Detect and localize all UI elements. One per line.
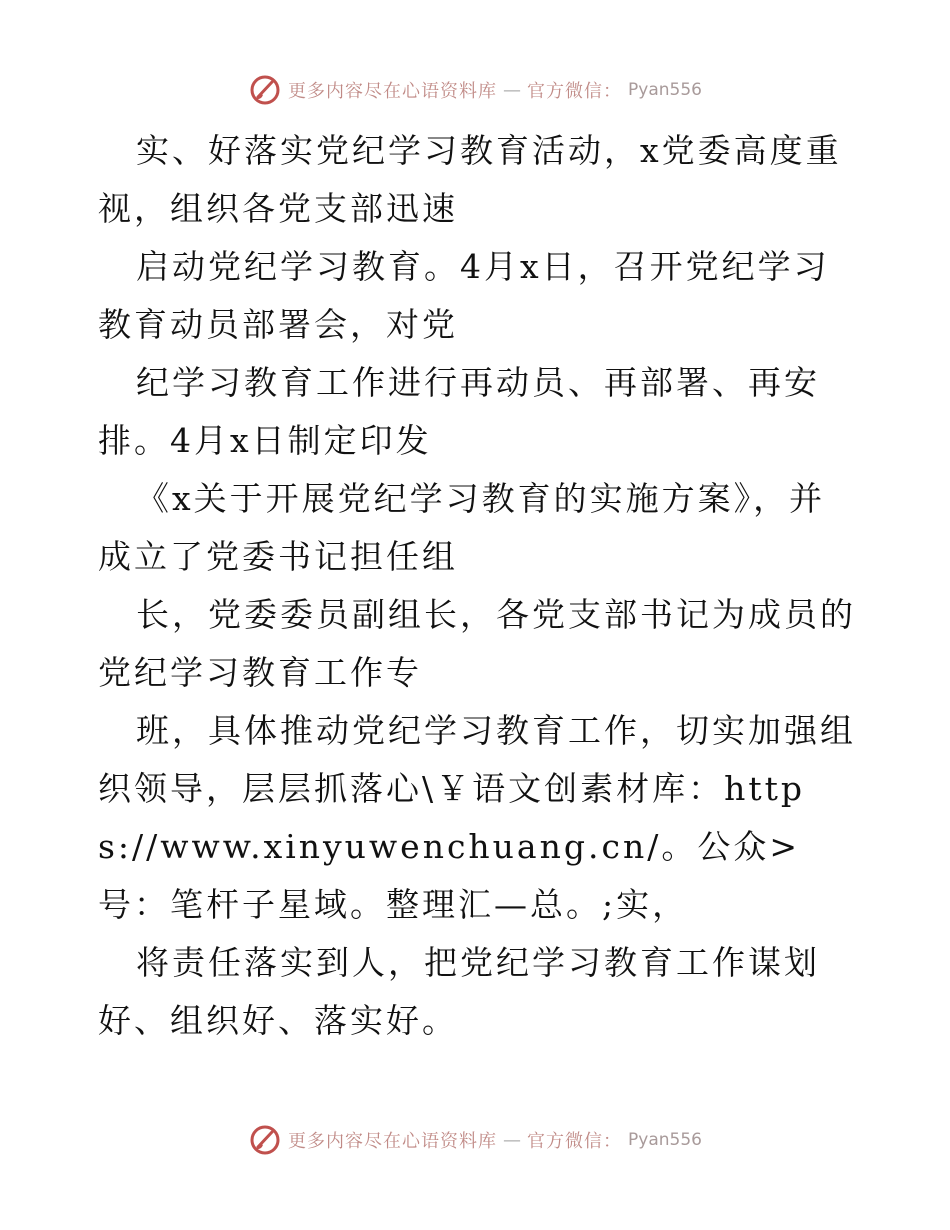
paragraph: 实、好落实党纪学习教育活动，x党委高度重视，组织各党支部迅速 bbox=[98, 131, 842, 228]
watermark-wechat-label: 官方微信： bbox=[527, 81, 623, 102]
watermark-separator: — bbox=[503, 79, 522, 101]
paragraph: 《x关于开展党纪学习教育的实施方案》，并成立了党委书记担任组 bbox=[98, 479, 826, 576]
paragraph: 长，党委委员副组长，各党支部书记为成员的党纪学习教育工作专 bbox=[98, 595, 856, 692]
paragraph: 纪学习教育工作进行再动员、再部署、再安排。4月x日制定印发 bbox=[98, 363, 820, 460]
watermark-wechat-id: Pyan556 bbox=[628, 1130, 702, 1150]
footer-watermark bbox=[0, 1120, 950, 1160]
paragraph: 启动党纪学习教育。4月x日，召开党纪学习教育动员部署会，对党 bbox=[98, 247, 830, 344]
watermark-brand-text: 更多内容尽在心语资料库 bbox=[288, 81, 498, 102]
watermark-brand-text: 更多内容尽在心语资料库 bbox=[288, 1131, 498, 1152]
header-watermark bbox=[0, 70, 950, 110]
document-body bbox=[98, 122, 858, 1050]
watermark-wechat-id: Pyan556 bbox=[628, 80, 702, 100]
paragraph: 班，具体推动党纪学习教育工作，切实加强组织领导，层层抓落心\￥语文创素材库：https://www.xinyuwenchuang.cn/。公众>号：笔杆子星域。整理汇—总。;实， bbox=[98, 711, 856, 924]
brush-circle-icon bbox=[248, 1123, 282, 1157]
brush-circle-icon bbox=[248, 73, 282, 107]
watermark-separator: — bbox=[503, 1129, 522, 1151]
paragraph: 将责任落实到人，把党纪学习教育工作谋划好、组织好、落实好。 bbox=[98, 943, 820, 1040]
watermark-wechat-label: 官方微信： bbox=[527, 1131, 623, 1152]
